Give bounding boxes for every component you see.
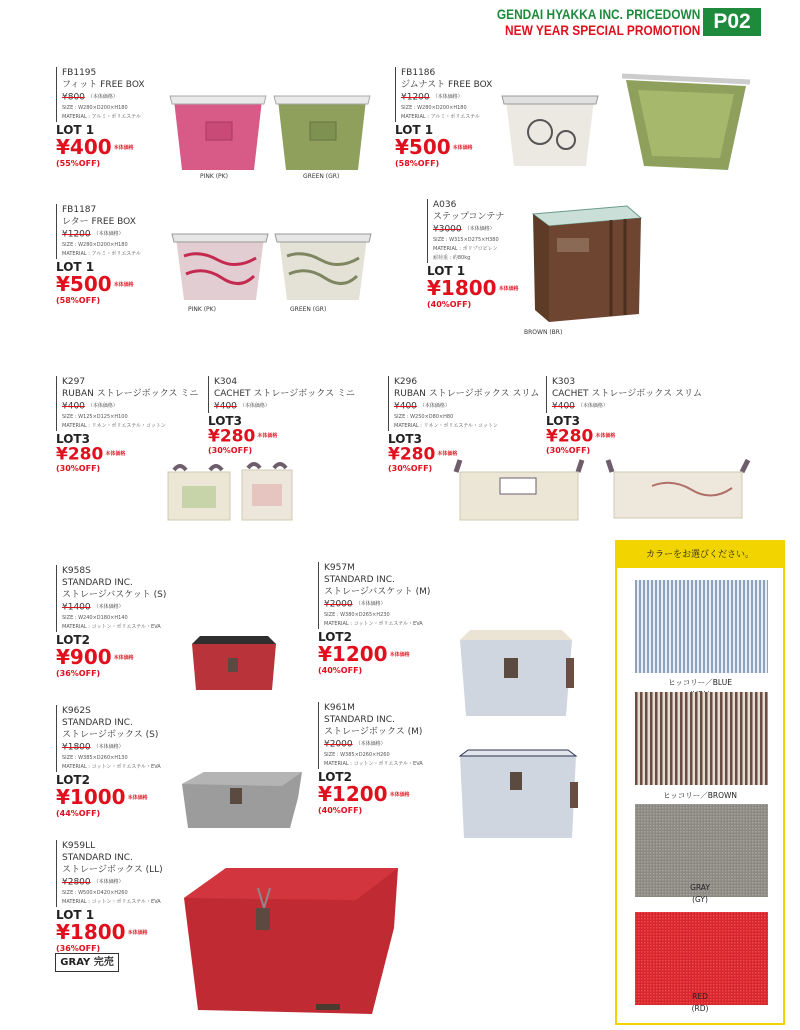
sale-price <box>318 641 430 666</box>
pink-letter-basket-image <box>170 222 270 304</box>
sale-price-value: ¥400 <box>56 134 112 159</box>
swatch-name: RED <box>692 992 708 1001</box>
product-brand: STANDARD INC. <box>62 853 133 863</box>
product-code: A036 <box>433 200 457 210</box>
caption-pink: PINK (PK) <box>188 306 216 313</box>
original-price-value: ¥2000 <box>324 599 353 610</box>
original-price <box>394 400 539 413</box>
original-price-value: ¥2800 <box>62 877 91 888</box>
swatch-brown-hickory <box>635 692 768 785</box>
caption-brown: BROWN (BR) <box>524 329 563 336</box>
original-price <box>62 91 145 104</box>
page-header <box>497 6 700 38</box>
sale-price <box>427 275 519 300</box>
product-brand: STANDARD INC. <box>324 575 395 585</box>
pink-basket-image <box>168 82 268 177</box>
price-note: （本体価格） <box>464 226 495 232</box>
product-info <box>56 376 198 431</box>
tax-note: 本体価格 <box>498 286 519 292</box>
discount-rate: (30%OFF) <box>546 446 591 455</box>
original-price <box>62 601 166 614</box>
price-note: （本体価格） <box>93 879 124 885</box>
product-name: RUBAN ストレージボックス スリム <box>394 389 540 399</box>
product-fb1195 <box>56 67 145 169</box>
sale-price <box>56 134 145 159</box>
product-code: K303 <box>552 377 576 387</box>
product-info <box>56 705 161 772</box>
slim-storage-boxes-image <box>452 458 762 524</box>
lot-label: LOT 1 <box>56 907 95 922</box>
caption-green: GREEN (GR) <box>290 306 327 313</box>
product-a036 <box>427 199 519 310</box>
sale-price-value: ¥900 <box>56 644 112 669</box>
original-price-value: ¥1800 <box>62 742 91 753</box>
product-load: 耐荷重 : 約80kg <box>433 254 471 261</box>
tax-note: 本体価格 <box>437 450 458 457</box>
product-info <box>546 376 702 413</box>
product-k957m <box>318 562 430 676</box>
original-price-value: ¥1400 <box>62 602 91 613</box>
product-size: SIZE : W385×D260×H260 <box>324 751 390 758</box>
blue-basket-medium-image <box>454 628 580 720</box>
tax-note: 本体価格 <box>389 792 410 798</box>
red-box-large-image <box>176 858 402 1018</box>
product-material: MATERIAL : コットン・ポリエステル・EVA <box>62 623 161 630</box>
original-price <box>62 400 198 413</box>
print-basket-image <box>500 82 600 172</box>
sale-price <box>56 644 166 669</box>
original-price-value: ¥400 <box>552 401 575 412</box>
swatch-name: ヒッコリー／BROWN <box>662 791 738 800</box>
original-price-value: ¥1200 <box>62 229 91 240</box>
caption-pink: PINK (PK) <box>200 173 228 180</box>
sale-price-value: ¥280 <box>388 444 436 464</box>
discount-rate: (58%OFF) <box>395 159 440 168</box>
product-brand: STANDARD INC. <box>62 718 133 728</box>
product-code: K296 <box>394 377 418 387</box>
product-k962s <box>56 705 161 819</box>
discount-rate: (40%OFF) <box>318 666 363 675</box>
product-size: SIZE : W125×D125×H100 <box>62 413 128 420</box>
product-material: MATERIAL : コットン・ポリエステル・EVA <box>62 763 161 770</box>
product-size: SIZE : W315×D275×H380 <box>433 236 499 243</box>
original-price <box>401 91 492 104</box>
original-price <box>62 741 161 754</box>
lot-label: LOT2 <box>318 629 352 644</box>
swatch-blue-hickory <box>635 580 768 673</box>
lot-label: LOT3 <box>546 413 580 428</box>
product-fb1187 <box>56 204 141 306</box>
tax-note: 本体価格 <box>595 432 616 439</box>
original-price-value: ¥3000 <box>433 224 462 235</box>
product-material: MATERIAL : アルミ・ポリエステル <box>62 250 141 257</box>
lot-label: LOT 1 <box>56 259 95 274</box>
product-code: K961M <box>324 703 355 713</box>
product-name: RUBAN ストレージボックス ミニ <box>62 389 199 399</box>
lot-label: LOT 1 <box>56 122 95 137</box>
sale-price <box>56 271 141 296</box>
tax-note: 本体価格 <box>452 145 473 151</box>
product-name: ストレージボックス (S) <box>62 730 159 740</box>
discount-rate: (36%OFF) <box>56 944 101 953</box>
product-code: FB1187 <box>62 205 97 215</box>
sale-price <box>395 134 492 159</box>
original-price-value: ¥400 <box>214 401 237 412</box>
product-info <box>56 840 163 907</box>
price-note: （本体価格） <box>355 601 386 607</box>
tax-note: 本体価格 <box>127 795 148 801</box>
product-code: K958S <box>62 566 91 576</box>
product-name: ステップコンテナ <box>433 212 505 222</box>
product-info <box>395 67 492 122</box>
discount-rate: (40%OFF) <box>427 300 472 309</box>
original-price-value: ¥2000 <box>324 739 353 750</box>
product-name: CACHET ストレージボックス ミニ <box>214 389 355 399</box>
discount-rate: (44%OFF) <box>56 809 101 818</box>
original-price <box>62 876 163 889</box>
product-k958s <box>56 565 166 679</box>
product-material: MATERIAL : コットン・ポリエステル・EVA <box>324 620 423 627</box>
product-size: SIZE : W240×D180×H140 <box>62 614 128 621</box>
tax-note: 本体価格 <box>127 930 148 936</box>
original-price <box>552 400 702 413</box>
original-price <box>433 223 519 236</box>
green-letter-basket-image <box>273 222 373 304</box>
product-code: K957M <box>324 563 355 573</box>
lot-label: LOT3 <box>56 431 90 446</box>
product-name: ジムナスト FREE BOX <box>401 80 493 90</box>
original-price <box>214 400 355 413</box>
product-info <box>427 199 519 263</box>
sale-price-value: ¥500 <box>395 134 451 159</box>
product-name: レター FREE BOX <box>62 217 136 227</box>
price-note: （本体価格） <box>93 604 124 610</box>
tax-note: 本体価格 <box>257 432 278 439</box>
product-info <box>56 67 145 122</box>
product-name: ストレージバスケット (S) <box>62 590 167 600</box>
green-basket-interior-image <box>616 66 756 176</box>
sale-price-value: ¥1200 <box>318 641 388 666</box>
original-price-value: ¥400 <box>394 401 417 412</box>
lot-label: LOT3 <box>208 413 242 428</box>
header-company: GENDAI HYAKKA INC. PRICEDOWN <box>496 6 700 22</box>
product-k961m <box>318 702 423 816</box>
product-material: MATERIAL : コットン・ポリエステル・EVA <box>62 898 161 905</box>
product-info <box>208 376 355 413</box>
price-note: （本体価格） <box>355 741 386 747</box>
product-size: SIZE : W280×D200×H180 <box>62 104 128 111</box>
tax-note: 本体価格 <box>113 655 134 661</box>
price-note: （本体価格） <box>432 94 463 100</box>
product-size: SIZE : W380×D265×H230 <box>324 611 390 618</box>
sale-price-value: ¥280 <box>546 426 594 446</box>
product-material: MATERIAL : リネン・ポリエステル・コットン <box>62 422 166 429</box>
red-basket-small-image <box>188 634 280 694</box>
tax-note: 本体価格 <box>105 450 126 457</box>
product-size: SIZE : W280×D200×H180 <box>62 241 128 248</box>
sale-price-value: ¥1800 <box>427 275 497 300</box>
tax-note: 本体価格 <box>113 282 134 288</box>
product-code: K962S <box>62 706 91 716</box>
color-selection-panel <box>615 540 785 1025</box>
swatch-name: ヒッコリー／BLUE <box>668 678 732 687</box>
original-price-value: ¥1200 <box>401 92 430 103</box>
product-material: MATERIAL : アルミ・ポリエステル <box>62 113 141 120</box>
green-basket-image <box>272 82 372 177</box>
product-material: MATERIAL : リネン・ポリエステル・コットン <box>394 422 498 429</box>
discount-rate: (40%OFF) <box>318 806 363 815</box>
product-code: FB1195 <box>62 68 97 78</box>
original-price-value: ¥800 <box>62 92 85 103</box>
product-code: K959LL <box>62 841 96 851</box>
product-material: MATERIAL : コットン・ポリエステル・EVA <box>324 760 423 767</box>
product-k959ll <box>56 840 163 954</box>
gray-box-small-image <box>178 768 306 832</box>
lot-label: LOT2 <box>56 772 90 787</box>
product-fb1186 <box>395 67 492 169</box>
swatch-name: GRAY <box>690 883 710 892</box>
product-info <box>56 204 141 259</box>
product-k304 <box>208 376 355 456</box>
caption-green: GREEN (GR) <box>303 173 340 180</box>
color-panel-title: カラーをお選びください。 <box>617 542 783 568</box>
discount-rate: (36%OFF) <box>56 669 101 678</box>
lot-label: LOT 1 <box>395 122 434 137</box>
tax-note: 本体価格 <box>113 145 134 151</box>
product-info <box>318 562 430 629</box>
page-number: P02 <box>703 8 761 36</box>
product-code: FB1186 <box>401 68 436 78</box>
product-size: SIZE : W500×D420×H260 <box>62 889 128 896</box>
sale-price-value: ¥280 <box>56 444 104 464</box>
header-promotion: NEW YEAR SPECIAL PROMOTION <box>504 22 700 38</box>
original-price-value: ¥400 <box>62 401 85 412</box>
discount-rate: (30%OFF) <box>388 464 433 473</box>
sale-price <box>56 919 163 944</box>
discount-rate: (30%OFF) <box>56 464 101 473</box>
price-note: （本体価格） <box>577 403 608 409</box>
product-info <box>388 376 539 431</box>
discount-rate: (55%OFF) <box>56 159 101 168</box>
product-name: ストレージボックス (M) <box>324 727 423 737</box>
product-code: K304 <box>214 377 238 387</box>
product-name: ストレージボックス (LL) <box>62 865 163 875</box>
mini-storage-boxes-image <box>160 460 295 522</box>
price-note: （本体価格） <box>93 744 124 750</box>
product-brand: STANDARD INC. <box>62 578 133 588</box>
product-material: MATERIAL : アルミ・ポリエステル <box>401 113 480 120</box>
sale-price <box>546 428 702 446</box>
product-name: CACHET ストレージボックス スリム <box>552 389 702 399</box>
discount-rate: (30%OFF) <box>208 446 253 455</box>
price-note: （本体価格） <box>87 403 118 409</box>
product-size: SIZE : W280×D200×H180 <box>401 104 467 111</box>
sale-price-value: ¥1000 <box>56 784 126 809</box>
sale-price <box>318 781 423 806</box>
product-k303 <box>546 376 702 456</box>
blue-box-medium-image <box>456 748 580 842</box>
sale-price-value: ¥1200 <box>318 781 388 806</box>
discount-rate: (58%OFF) <box>56 296 101 305</box>
product-name: ストレージバスケット (M) <box>324 587 431 597</box>
product-info <box>318 702 423 769</box>
swatch-label-red <box>617 991 783 1015</box>
price-note: （本体価格） <box>87 94 118 100</box>
product-size: SIZE : W250×D80×H80 <box>394 413 454 420</box>
original-price <box>324 738 423 751</box>
original-price <box>324 598 430 611</box>
sale-price-value: ¥280 <box>208 426 256 446</box>
sale-price-value: ¥1800 <box>56 919 126 944</box>
product-code: K297 <box>62 377 86 387</box>
product-material: MATERIAL : ポリプロピレン <box>433 245 498 252</box>
swatch-code: (RD) <box>691 1004 709 1013</box>
product-name: フィット FREE BOX <box>62 80 145 90</box>
price-note: （本体価格） <box>419 403 450 409</box>
product-size: SIZE : W385×D260×H130 <box>62 754 128 761</box>
swatch-code: (GY) <box>692 895 708 904</box>
price-note: （本体価格） <box>239 403 270 409</box>
product-brand: STANDARD INC. <box>324 715 395 725</box>
lot-label: LOT 1 <box>427 263 466 278</box>
sale-price-value: ¥500 <box>56 271 112 296</box>
swatch-label-gray <box>617 882 783 906</box>
lot-label: LOT3 <box>388 431 422 446</box>
lot-label: LOT2 <box>318 769 352 784</box>
product-info <box>56 565 166 632</box>
step-container-image <box>527 198 645 326</box>
lot-label: LOT2 <box>56 632 90 647</box>
original-price <box>62 228 141 241</box>
tax-note: 本体価格 <box>389 652 410 658</box>
sale-price <box>208 428 355 446</box>
sale-price <box>56 784 161 809</box>
sold-out-badge: GRAY 完売 <box>55 953 119 972</box>
price-note: （本体価格） <box>93 231 124 237</box>
